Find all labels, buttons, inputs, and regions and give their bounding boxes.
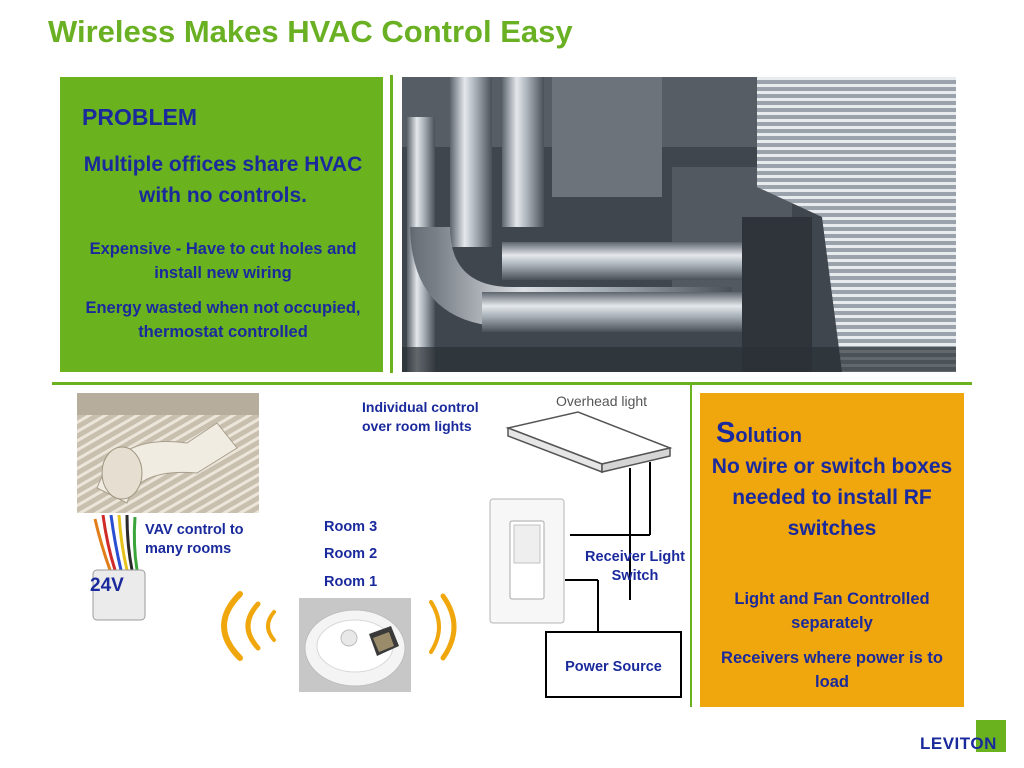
problem-heading: PROBLEM <box>82 104 197 130</box>
wireless-signal-icon <box>425 592 470 662</box>
power-source-label: Power Source <box>565 659 662 675</box>
room-label: Room 2 <box>324 546 378 562</box>
individual-control-label: Individual control over room lights <box>362 399 479 434</box>
solution-heading-initial: S <box>716 417 736 449</box>
divider-vertical <box>690 385 692 707</box>
occupancy-sensor-photo <box>299 598 411 692</box>
divider-vertical <box>390 75 393 373</box>
solution-bullet: Receivers where power is to load <box>721 649 943 691</box>
problem-subheading: Multiple offices share HVAC with no controls. <box>83 153 363 207</box>
problem-bullet: Energy wasted when not occupied, thermostat controlled <box>85 299 361 341</box>
vav-ceiling-photo <box>77 393 259 513</box>
wireless-signal-icon <box>210 586 290 666</box>
problem-bullet: Expensive - Have to cut holes and install new wiring <box>89 240 357 282</box>
divider-horizontal <box>52 382 972 385</box>
receiver-label: Receiver Light Switch <box>585 549 685 584</box>
light-switch-icon <box>488 497 566 625</box>
solution-heading <box>716 417 802 450</box>
solution-heading-rest: olution <box>735 425 802 447</box>
hvac-ductwork-photo <box>402 77 956 372</box>
overhead-light-label: Overhead light <box>556 393 648 409</box>
solution-subheading: No wire or switch boxes needed to install RF switches <box>711 455 953 540</box>
slide-title: Wireless Makes HVAC Control Easy <box>48 14 573 49</box>
power-source-box <box>545 631 682 698</box>
solution-bullet: Light and Fan Controlled separately <box>734 590 930 632</box>
solution-panel <box>700 393 964 707</box>
room-label: Room 1 <box>324 574 378 590</box>
problem-panel <box>60 77 383 372</box>
voltage-badge: 24V <box>90 575 124 596</box>
vav-label: VAV control to many rooms <box>145 522 244 557</box>
room-label: Room 3 <box>324 519 378 535</box>
brand-logo: LEVITON <box>920 734 997 753</box>
